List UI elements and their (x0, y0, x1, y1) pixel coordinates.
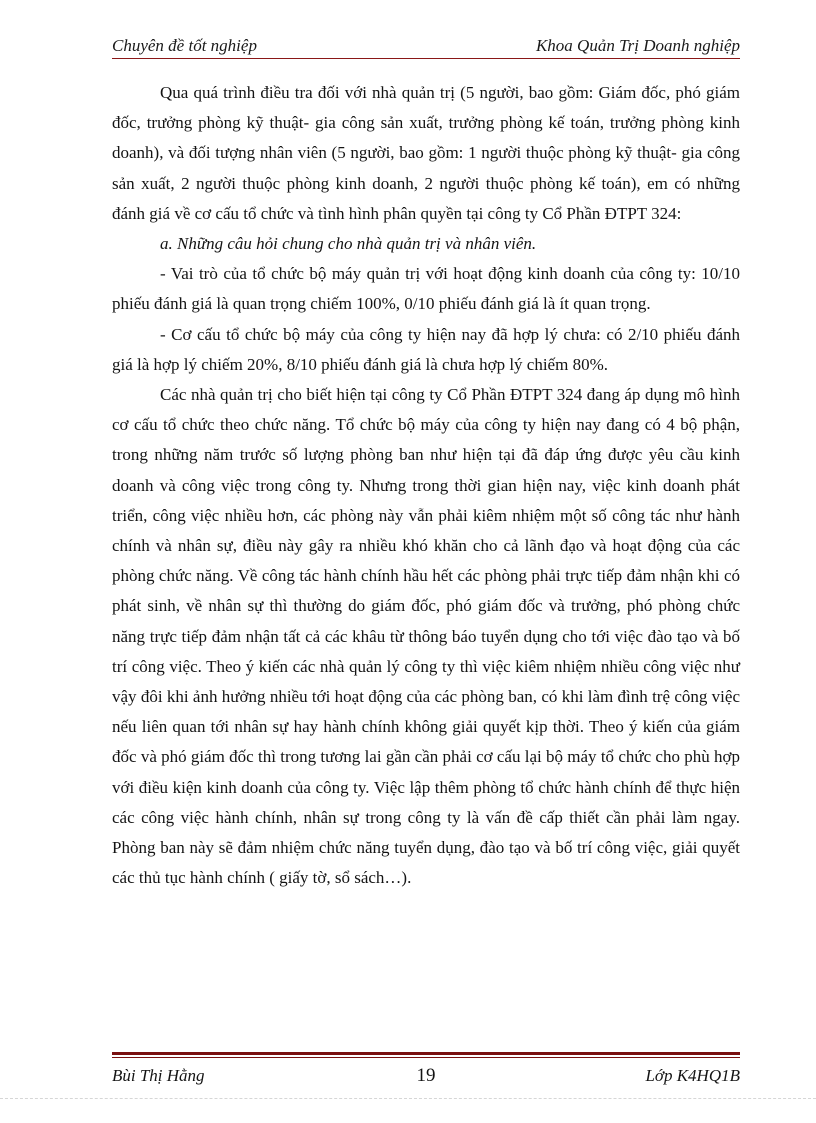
footer-rule-thick (112, 1052, 740, 1055)
document-body (112, 78, 740, 893)
main-paragraph: Các nhà quản trị cho biết hiện tại công ty Cổ Phần ĐTPT 324 đang áp dụng mô hình cơ cấu tổ chức theo chức năng. Tổ chức bộ máy của công ty hiện nay đang có 4 bộ phận, trong những năm trước số lượng phòng ban như hiện tại đã đáp ứng được yêu cầu kinh doanh và công việc trong công ty. Nhưng trong thời gian hiện nay, việc kinh doanh phát triển, công việc nhiều hơn, các phòng này vẫn phải kiêm nhiệm một số công tác như hành chính và nhân sự, điều này gây ra nhiều khó khăn cho cả lãnh đạo và hoạt động của các phòng chức năng. Về công tác hành chính hầu hết các phòng phải trực tiếp đảm nhận khi có phát sinh, về nhân sự thì thường do giám đốc, phó giám đốc và trưởng, phó phòng chức năng trực tiếp đảm nhận tất cả các khâu từ thông báo tuyển dụng cho tới việc đào tạo và bố trí công việc. Theo ý kiến các nhà quản lý công ty thì việc kiêm nhiệm nhiều công việc như vậy đôi khi ảnh hưởng nhiều tới hoạt động của các phòng ban, có khi làm đình trệ công việc nếu liên quan tới nhân sự hay hành chính không giải quyết kịp thời. Theo ý kiến của giám đốc và phó giám đốc thì trong tương lai gần cần phải cơ cấu lại bộ máy tổ chức cho phù hợp với điều kiện kinh doanh của công ty. Việc lập thêm phòng tổ chức hành chính để thực hiện các công việc hành chính, nhân sự trong công ty là vấn đề cấp thiết cần phải làm ngay. Phòng ban này sẽ đảm nhiệm chức năng tuyển dụng, đào tạo và bố trí công việc, giải quyết các thủ tục hành chính ( giấy tờ, sổ sách…). (112, 385, 740, 888)
bullet-paragraph-1: - Vai trò của tổ chức bộ máy quản trị với hoạt động kinh doanh của công ty: 10/10 phiếu đánh giá là quan trọng chiếm 100%, 0/10 phiếu đánh giá là ít quan trọng. (112, 264, 740, 314)
intro-paragraph: Qua quá trình điều tra đối với nhà quản trị (5 người, bao gồm: Giám đốc, phó giám đốc, trưởng phòng kỹ thuật- gia công sản xuất, trưởng phòng kế toán, trưởng phòng kinh doanh), và đối tượng nhân viên (5 người, bao gồm: 1 người thuộc phòng kỹ thuật- gia công sản xuất, 2 người thuộc phòng kinh doanh, 2 người thuộc phòng kế toán), em có những đánh giá về cơ cấu tổ chức và tình hình phân quyền tại công ty Cổ Phần ĐTPT 324: (112, 83, 740, 223)
page-header (112, 30, 740, 56)
page-footer (112, 1063, 740, 1089)
header-rule (112, 58, 740, 59)
bullet-paragraph-2: - Cơ cấu tổ chức bộ máy của công ty hiện nay đã hợp lý chưa: có 2/10 phiếu đánh giá là hợp lý chiếm 20%, 8/10 phiếu đánh giá là chưa hợp lý chiếm 80%. (112, 324, 740, 374)
footer-rule-thin (112, 1057, 740, 1058)
footer-author: Bùi Thị Hằng (112, 1066, 205, 1085)
header-left-title: Chuyên đề tốt nghiệp (112, 36, 257, 55)
section-subheading: a. Những câu hỏi chung cho nhà quản trị và nhân viên. (160, 234, 537, 254)
page-edge-divider (0, 1098, 816, 1099)
footer-class: Lớp K4HQ1B (645, 1066, 740, 1085)
header-right-title: Khoa Quản Trị Doanh nghiệp (535, 36, 740, 55)
page-number: 19 (416, 1065, 436, 1086)
